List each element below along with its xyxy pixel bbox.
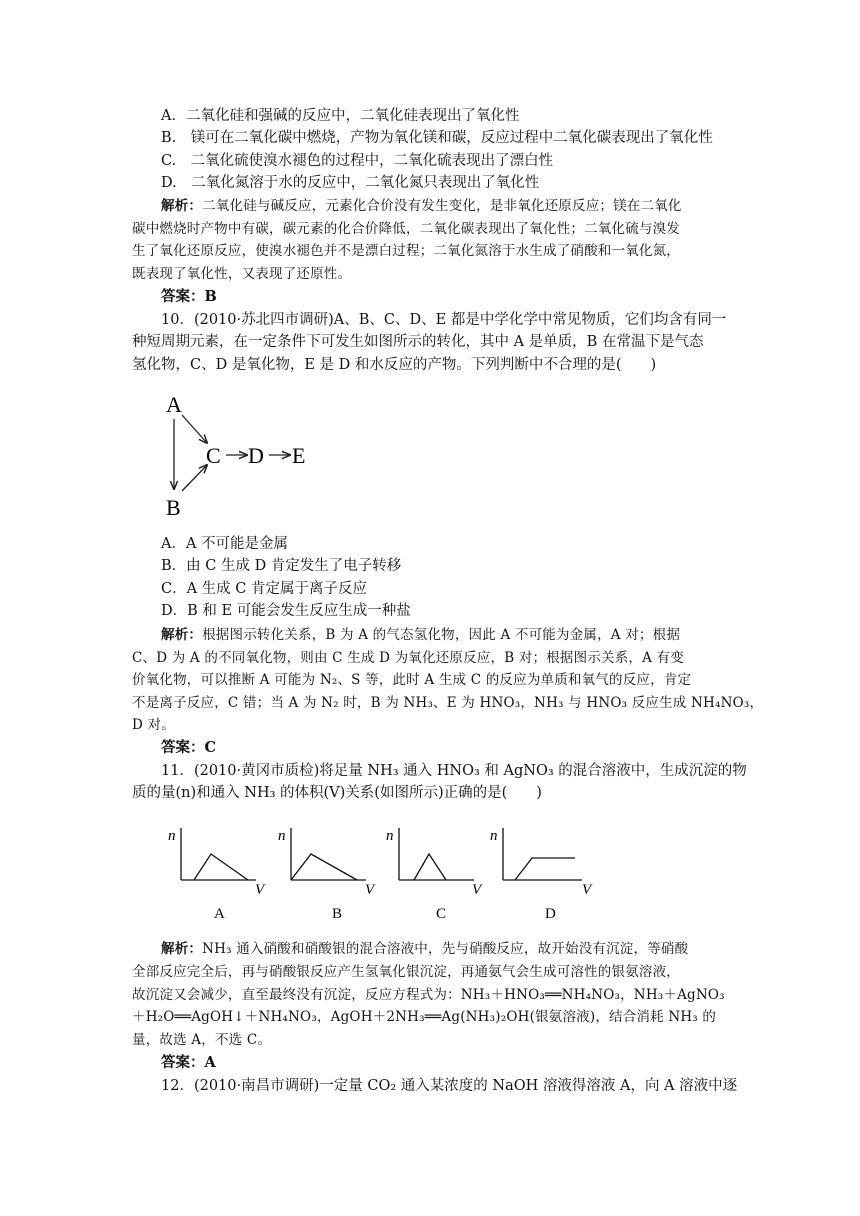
graph-c-y-label: n xyxy=(386,828,394,844)
q11-analysis-line-1: 解析：NH₃ 通入硝酸和硝酸银的混合溶液中，先与硝酸反应，故开始没有沉淀，等硝酸 xyxy=(161,941,689,957)
graph-d-label: D xyxy=(545,906,556,922)
q11-analysis-line-3: 故沉淀又会减少，直至最终没有沉淀，反应方程式为：NH₃＋HNO₃══NH₄NO₃，NH₃＋AgNO₃ xyxy=(132,987,725,1003)
node-a: A xyxy=(166,392,182,417)
q10-analysis-line-3: 价氧化物，可以推断 A 可能为 N₂、S 等，此时 A 生成 C 的反应为单质和氧气的反应，肯定 xyxy=(132,672,692,688)
graph-b-curve xyxy=(291,854,357,880)
q9-answer: 答案：B xyxy=(161,288,217,305)
q9-option-d: D. 二氧化氮溶于水的反应中，二氧化氮只表现出了氧化性 xyxy=(161,175,540,191)
graph-c-label: C xyxy=(436,906,447,922)
q10-option-c: C．A 生成 C 肯定属于离子反应 xyxy=(161,581,367,597)
q9-option-c: C. 二氧化硫使溴水褪色的过程中，二氧化硫表现出了漂白性 xyxy=(161,153,554,169)
q9-option-b: B. 镁可在二氧化碳中燃烧，产物为氧化镁和碳，反应过程中二氧化碳表现出了氧化性 xyxy=(161,130,713,146)
graph-a-label: A xyxy=(214,906,225,922)
q10-analysis-line-4: 不是离子反应，C 错；当 A 为 N₂ 时，B 为 NH₃、E 为 HNO₃，NH₃ 与 HNO₃ 反应生成 NH₄NO₃， xyxy=(132,695,764,711)
graph-a-x-label: V xyxy=(255,882,265,898)
q10-stem-line-2: 种短周期元素，在一定条件下可发生如图所示的转化，其中 A 是单质，B 在常温下是气态 xyxy=(132,334,704,350)
node-e: E xyxy=(292,443,306,468)
q10-option-b: B．由 C 生成 D 肯定发生了电子转移 xyxy=(161,558,402,574)
q10-stem-line-3: 氢化物，C、D 是氧化物，E 是 D 和水反应的产物。下列判断中不合理的是( ) xyxy=(132,357,657,373)
graph-d-curve xyxy=(515,858,575,880)
q10-analysis-line-5: D 对。 xyxy=(132,717,175,733)
graph-b-y-label: n xyxy=(278,828,286,844)
q10-option-a: A．A 不可能是金属 xyxy=(161,536,289,552)
node-b: B xyxy=(166,495,181,520)
q11-analysis-line-2: 全部反应完全后，再与硝酸银反应产生氢氧化银沉淀，再通氨气会生成可溶性的银氨溶液， xyxy=(132,964,680,980)
q10-stem-line-1: 10．(2010·苏北四市调研)A、B、C、D、E 都是中学化学中常见物质，它们均含有同一 xyxy=(161,312,727,328)
q9-option-a: A．二氧化硅和强碱的反应中，二氧化硅表现出了氧化性 xyxy=(161,108,520,124)
node-d: D xyxy=(248,443,264,468)
q9-analysis-line-1: 解析：二氧化硅与碱反应，元素化合价没有发生变化，是非氧化还原反应；镁在二氧化 xyxy=(161,198,682,214)
graph-d-y-label: n xyxy=(490,828,498,844)
q11-analysis-line-4: ＋H₂O══AgOH↓＋NH₄NO₃，AgOH＋2NH₃══Ag(NH₃)₂OH(银氨溶液)，结合消耗 NH₃ 的 xyxy=(132,1009,717,1025)
graph-a-y-label: n xyxy=(168,828,176,844)
q9-analysis-line-2: 碳中燃烧时产物中有碳，碳元素的化合价降低，二氧化碳表现出了氧化性；二氧化硫与溴发 xyxy=(132,221,680,237)
q9-analysis-line-4: 既表现了氧化性，又表现了还原性。 xyxy=(132,266,352,282)
q11-analysis-line-5: 量，故选 A，不选 C。 xyxy=(132,1032,272,1048)
graph-b-label: B xyxy=(332,906,343,922)
arrow-a-to-c xyxy=(182,415,207,443)
graph-b-x-label: V xyxy=(365,882,375,898)
graph-c-curve xyxy=(414,854,446,880)
q10-analysis-line-2: C、D 为 A 的不同氧化物，则由 C 生成 D 为氧化还原反应，B 对；根据图示关系，A 有变 xyxy=(132,650,684,666)
q11-stem-line-1: 11．(2010·黄冈市质检)将足量 NH₃ 通入 HNO₃ 和 AgNO₃ 的混合溶液中，生成沉淀的物 xyxy=(161,763,747,779)
q11-stem-line-2: 质的量(n)和通入 NH₃ 的体积(V)关系(如图所示)正确的是( ) xyxy=(132,785,542,801)
graph-c xyxy=(386,828,483,922)
q9-analysis-line-3: 生了氧化还原反应，使溴水褪色并不是漂白过程；二氧化氮溶于水生成了硝酸和一氧化氮， xyxy=(132,243,680,259)
q12-stem-line-1: 12．(2010·南昌市调研)一定量 CO₂ 通入某浓度的 NaOH 溶液得溶液 A，向 A 溶液中逐 xyxy=(161,1078,738,1094)
q10-transformation-diagram xyxy=(150,385,350,525)
q10-analysis-line-1: 解析：根据图示转化关系，B 为 A 的气态氢化物，因此 A 不可能为金属，A 对；根据 xyxy=(161,627,681,643)
graph-c-x-label: V xyxy=(472,882,482,898)
q11-graphs xyxy=(160,818,620,930)
q10-option-d: D．B 和 E 可能会发生反应生成一种盐 xyxy=(161,603,411,619)
graph-d-x-label: V xyxy=(582,882,592,898)
graph-a-curve xyxy=(194,854,248,880)
analysis-label: 解析： xyxy=(161,941,203,957)
graph-a xyxy=(168,828,266,922)
graph-b xyxy=(278,828,376,922)
analysis-label: 解析： xyxy=(161,198,203,214)
graph-d xyxy=(490,828,593,922)
arrow-b-to-c xyxy=(182,465,207,491)
q11-answer: 答案：A xyxy=(161,1054,216,1071)
analysis-label: 解析： xyxy=(161,627,203,643)
node-c: C xyxy=(206,443,221,468)
q10-answer: 答案：C xyxy=(161,739,217,756)
